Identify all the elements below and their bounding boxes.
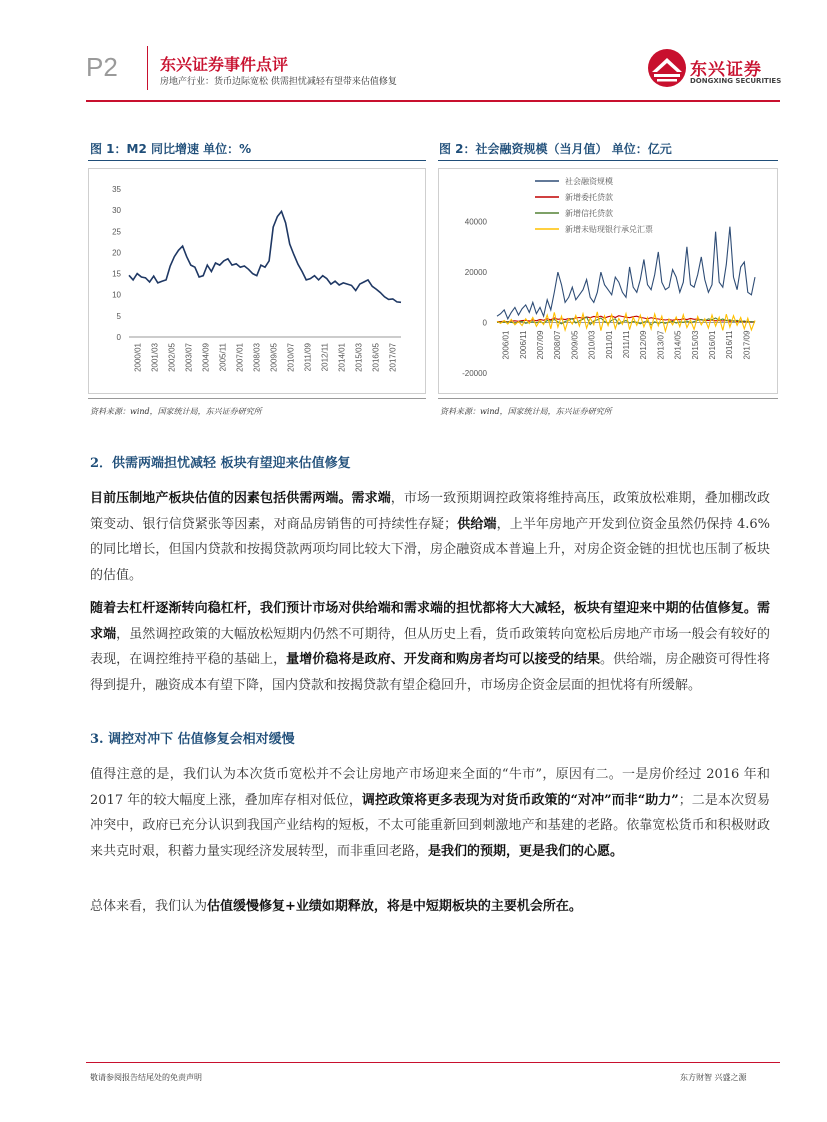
y-tick-label: 5 (116, 311, 121, 321)
header-rule (86, 100, 780, 102)
legend-label: 社会融资规模 (565, 177, 613, 186)
section-3-paragraph-2 (90, 894, 770, 920)
x-tick-label: 2005/11 (218, 343, 228, 372)
x-tick-label: 2007/09 (536, 330, 545, 360)
body-text: ，上半年房地产开发到位资金虽然仍保持 4.6%的同比增长，但国内贷款和按揭贷款两项均同比较大下滑，房企融资成本普遍上升，对房企资金链的担忧也压制了板块的估值。 (90, 516, 770, 583)
logo-text: 东兴证券 (690, 60, 762, 80)
x-tick-label: 2001/03 (150, 343, 160, 372)
figure-2-chart (438, 168, 778, 394)
section-3-paragraph-1 (90, 762, 770, 864)
x-tick-label: 2015/03 (690, 330, 700, 360)
x-tick-label: 2006/11 (518, 330, 528, 359)
footer-disclaimer: 敬请参阅报告结尾处的免责声明 (90, 1073, 202, 1082)
page-number: P2 (86, 52, 118, 82)
m2-series-line (129, 211, 401, 302)
x-tick-label: 2016/01 (708, 330, 717, 360)
x-tick-label: 2010/07 (286, 343, 296, 372)
bold-text: 供给端 (457, 516, 497, 532)
figure-2-source-rule (438, 398, 778, 399)
figure-1-source: 资料来源：wind，国家统计局，东兴证券研究所 (90, 407, 262, 416)
series-line (497, 227, 755, 319)
x-tick-label: 2013/07 (656, 330, 666, 360)
body-text: ，虽然调控政策的大幅放松短期内仍然不可期待，但从历史上看，货币政策转向宽松后房地产市场一般会有较好的表现，在调控维持平稳的基础上， (90, 626, 770, 667)
footer-rule (86, 1062, 780, 1063)
x-tick-label: 2009/05 (269, 343, 279, 372)
body-text: 。供给端，房企融资可得性将得到提升，融资成本有望下降，国内贷款和按揭贷款有望企稳回升，市场房企资金层面的担忧将有所缓解。 (90, 652, 770, 693)
x-tick-label: 2003/07 (184, 343, 194, 372)
social-financing-chart-svg (439, 169, 779, 395)
y-tick-label: 40000 (464, 217, 487, 227)
figure-1-source-rule (88, 398, 426, 399)
x-tick-label: 2017/09 (742, 330, 752, 360)
x-tick-label: 2011/09 (303, 343, 313, 372)
x-tick-label: 2012/11 (320, 343, 330, 372)
figure-1-rule (88, 160, 426, 161)
x-tick-label: 2008/07 (553, 330, 563, 360)
x-tick-label: 2012/09 (639, 330, 649, 360)
bold-text: 估值缓慢修复+业绩如期释放，将是中短期板块的主要机会所在。 (207, 899, 582, 914)
y-tick-label: -20000 (462, 369, 487, 378)
x-tick-label: 2016/05 (371, 343, 381, 372)
figure-1-chart (88, 168, 426, 394)
report-subtitle: 房地产行业：货币边际宽松 供需担忧减轻有望带来估值修复 (160, 77, 397, 87)
footer-slogan: 东方财智 兴盛之源 (680, 1073, 747, 1082)
x-tick-label: 2007/01 (235, 343, 245, 372)
x-tick-label: 2000/01 (133, 343, 143, 372)
x-tick-label: 2014/05 (673, 330, 683, 360)
x-tick-label: 2011/11 (622, 330, 631, 359)
y-tick-label: 10 (112, 290, 121, 300)
x-tick-label: 2010/03 (587, 330, 597, 360)
legend-label: 新增委托贷款 (565, 193, 613, 202)
bold-text: 是我们的预期，更是我们的心愿。 (428, 843, 624, 859)
legend-label: 新增信托贷款 (565, 209, 613, 218)
header-divider (147, 46, 148, 90)
x-tick-label: 2002/05 (167, 343, 177, 372)
bold-text: 随着去杠杆逐渐转向稳杠杆，我们预计市场对供给端和需求端的担忧都将大大减轻，板块有望迎来中期的估值修复。需求端 (90, 601, 770, 642)
m2-chart-svg (89, 169, 427, 395)
body-text: ，市场一致预期调控政策将维持高压，政策放松难期，叠加棚改政策变动、银行信贷紧张等因素，对商品房销售的可持续性存疑； (90, 491, 770, 532)
y-tick-label: 15 (112, 269, 121, 279)
bold-text: 量增价稳将是政府、开发商和购房者均可以接受的结果 (286, 652, 601, 667)
y-tick-label: 20000 (464, 268, 487, 278)
bold-text: 调控政策将更多表现为对货币政策的“对冲”而非“助力” (361, 792, 679, 808)
figure-2-rule (438, 160, 778, 161)
y-tick-label: 30 (112, 206, 121, 216)
figure-2-source: 资料来源：wind，国家统计局，东兴证券研究所 (440, 407, 612, 416)
dongxing-logo-icon (646, 48, 688, 88)
x-tick-label: 2014/01 (337, 343, 347, 372)
logo-english: DONGXING SECURITIES (690, 77, 782, 85)
x-tick-label: 2016/11 (725, 330, 735, 359)
y-tick-label: 0 (482, 318, 487, 328)
y-tick-label: 35 (112, 185, 121, 194)
legend-label: 新增未贴现银行承兑汇票 (565, 225, 653, 234)
body-text: 总体来看，我们认为 (90, 899, 208, 914)
x-tick-label: 2011/01 (604, 330, 614, 359)
section-2-paragraph-1 (90, 486, 770, 588)
x-tick-label: 2009/05 (570, 330, 580, 360)
x-tick-label: 2015/03 (354, 343, 364, 372)
x-tick-label: 2006/01 (501, 330, 511, 360)
figure-1-title: 图 1：M2 同比增速 单位：% (90, 142, 252, 156)
section-2-heading: 2．供需两端担忧减轻 板块有望迎来估值修复 (90, 456, 351, 471)
report-type-title: 东兴证券事件点评 (160, 55, 289, 74)
x-tick-label: 2004/09 (201, 343, 211, 372)
body-text: 值得注意的是，我们认为本次货币宽松并不会让房地产市场迎来全面的“牛市”，原因有二。一是房价经过 2016 年和 2017 年的较大幅度上涨，叠加库存相对低位， (90, 767, 770, 808)
y-tick-label: 0 (116, 333, 121, 342)
section-3-heading: 3. 调控对冲下 估值修复会相对缓慢 (90, 732, 295, 747)
series-line (497, 312, 755, 331)
y-tick-label: 20 (112, 248, 121, 258)
section-2-paragraph-2 (90, 596, 770, 698)
x-tick-label: 2017/07 (388, 343, 398, 372)
y-tick-label: 25 (112, 227, 121, 237)
x-tick-label: 2008/03 (252, 343, 262, 372)
bold-text: 目前压制地产板块估值的因素包括供需两端。需求端 (90, 491, 391, 506)
body-text: ；二是本次贸易冲突中，政府已充分认识到我国产业结构的短板，不太可能重新回到刺激地产和基建的老路。依靠宽松货币和积极财政来共克时艰，积蓄力量实现经济发展转型，而非重回老路， (90, 792, 770, 859)
figure-2-title: 图 2：社会融资规模（当月值） 单位：亿元 (439, 142, 672, 156)
